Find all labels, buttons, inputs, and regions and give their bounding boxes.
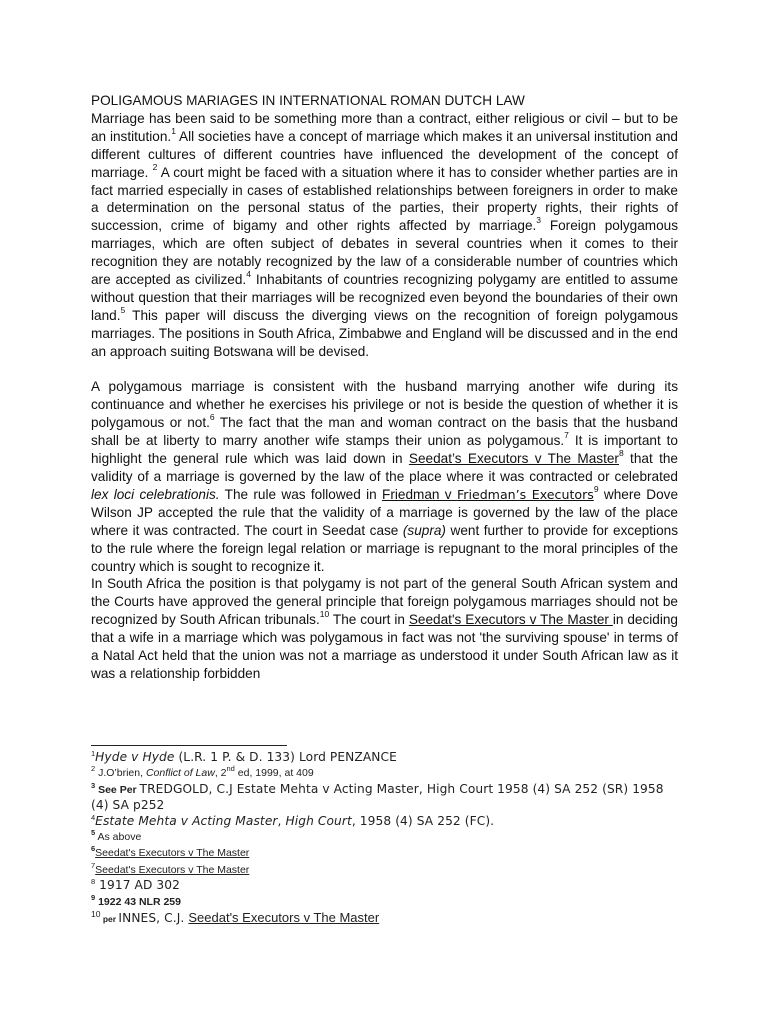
- footnote-number: 6: [91, 844, 96, 854]
- footnotes: [91, 750, 678, 927]
- footnote-case-link[interactable]: Seedat's Executors v The Master: [188, 910, 380, 926]
- footnote-case: Estate Mehta v Acting Master: [95, 813, 278, 828]
- text-span: All societies have a concept of marriage which makes it an universal institution and different cultures of different countries have influenced the development of the concept of marriage.: [91, 128, 678, 180]
- text-span: The fact that the man and woman contract on the basis that the husband shall be at liberty to marry another wife stamps their union as polygamous.: [91, 415, 678, 449]
- text-span: Inhabitants of countries recognizing polygamy are entitled to assume without question that their marriages will be recognized even beyond the boundaries of their own land.: [91, 272, 678, 323]
- footnote-case-link[interactable]: Seedat's Executors v The Master: [95, 863, 250, 876]
- footnote-text: ed, 1999, at 409: [234, 767, 314, 780]
- footnote-text: , 2: [214, 767, 227, 780]
- footnote-ref[interactable]: 5: [120, 304, 126, 315]
- case-link-part: Friedman’s Executors: [456, 486, 594, 502]
- text-span: A polygamous marriage is consistent with the husband marrying another wife during its continuance and whether he exercises his privilege or not is beside the question of whether it is polygamous or not.: [91, 379, 678, 431]
- footnote-10: [91, 910, 678, 927]
- footnote-number: 9: [91, 892, 96, 902]
- text-span: The court in: [329, 612, 409, 628]
- footnote-ref[interactable]: 10: [319, 609, 330, 620]
- italic-term: lex loci celebrationis.: [91, 486, 220, 502]
- footnote-4: [91, 814, 678, 829]
- footnote-text: TREDGOLD, C.J Estate Mehta v Acting Master, High Court 1958 (4) SA 252 (SR) 1958 (4) SA p252: [91, 781, 664, 813]
- footnote-number: 8: [91, 877, 96, 887]
- footnote-text: ,: [277, 813, 286, 828]
- footnote-number: 4: [91, 812, 96, 822]
- document-body: [91, 92, 678, 683]
- footnote-7: [91, 862, 678, 878]
- case-link-seedat[interactable]: Seedat’s Executors v The Master: [408, 451, 619, 467]
- footnote-ref[interactable]: 6: [209, 412, 215, 423]
- footnote-separator: [91, 745, 287, 746]
- text-span: that the validity of a marriage is governed by the law of the place where it was contracted or celebrated: [91, 451, 678, 485]
- footnote-1: [91, 750, 678, 765]
- footnote-ref[interactable]: 1: [171, 125, 176, 136]
- case-link-seedat[interactable]: Seedat's Executors v The Master: [408, 612, 613, 628]
- footnote-text: per: [100, 914, 119, 925]
- text-span: This paper will discuss the diverging views on the recognition of foreign polygamous marriages. The positions in South Africa, Zimbabwe and England will be discussed and in the end an approach suiting Botswana will be devised.: [91, 307, 678, 359]
- case-link-friedman[interactable]: [382, 487, 594, 502]
- text-span: A court might be faced with a situation where it has to consider whether parties are in fact married especially in cases of established relationships between foreigners in order to make a determination on the personal status of the parties, their property rights, their rights of succession, crime of bigamy and other rights affected by marriage.: [91, 164, 678, 234]
- footnote-text: (L.R. 1 P. & D. 133) Lord PENZANCE: [174, 750, 397, 764]
- text-span: It is important to highlight the general rule which was laid down in: [91, 433, 678, 467]
- footnote-number: 10: [91, 909, 101, 920]
- footnote-text: INNES, C.J.: [118, 911, 189, 926]
- case-link-part: Friedman v: [382, 486, 457, 502]
- text-span: In South Africa the position is that polygamy is not part of the general South African system and the Courts have approved the general principle that foreign polygamous marriages should not be recognized by South African tribunals.: [91, 576, 678, 628]
- footnote-number: 2: [91, 764, 96, 774]
- paragraph-introduction: [91, 110, 678, 361]
- footnote-3: [91, 782, 678, 814]
- footnote-6: [91, 845, 678, 861]
- footnote-number: 3: [91, 780, 96, 790]
- text-span: went further to provide for exceptions to the rule where the foreign legal relation or marriage is repugnant to the moral principles of the country which is sought to recognize it.: [91, 522, 678, 574]
- footnote-ref[interactable]: 7: [564, 430, 569, 441]
- text-span: in deciding that a wife in a marriage which was polygamous in fact was not 'the surviving spouse' in terms of a Natal Act held that the union was not a marriage as understood it under South African law as it was a relationship forbidden: [91, 612, 678, 681]
- footnote-case: Hyde v Hyde: [95, 750, 175, 764]
- footnote-text: J.O’brien,: [95, 767, 146, 780]
- footnote-text: See Per: [95, 783, 140, 796]
- footnote-9: [91, 894, 678, 910]
- footnote-text: 1922 43 NLR 259: [95, 895, 181, 908]
- footnote-text: 1917 AD 302: [95, 878, 180, 893]
- footnote-text: , 1958 (4) SA 252 (FC).: [351, 813, 495, 828]
- italic-term: (supra): [402, 522, 446, 538]
- text-span: where Dove Wilson JP accepted the rule that the validity of a marriage is governed by the law of the place where it was contracted. The court in Seedat case: [91, 486, 679, 538]
- paragraph-south-africa: [91, 575, 678, 682]
- footnote-ref[interactable]: 2: [152, 161, 158, 172]
- footnote-ref[interactable]: 8: [618, 448, 624, 459]
- footnote-number: 1: [91, 749, 96, 758]
- text-span: Foreign polygamous marriages, which are often subject of debates in several countries when it comes to their recognition they are notably recognized by the law of a considerable number of countries which are accepted as civilized.: [91, 218, 678, 288]
- footnote-ref[interactable]: 4: [246, 269, 251, 280]
- document-title: POLIGAMOUS MARIAGES IN INTERNATIONAL ROMAN DUTCH LAW: [91, 93, 525, 108]
- footnote-5: [91, 829, 678, 845]
- footnote-ref[interactable]: 3: [536, 215, 542, 226]
- footnote-number: 5: [91, 828, 96, 838]
- footnote-case-link[interactable]: Seedat's Executors v The Master: [95, 847, 250, 860]
- footnote-court: High Court: [285, 813, 352, 828]
- footnote-title: Conflict of Law: [145, 767, 215, 780]
- footnote-text: As above: [95, 831, 142, 844]
- footnote-8: [91, 878, 678, 893]
- footnote-2: [91, 765, 678, 781]
- footnote-ordinal: nd: [226, 764, 235, 774]
- footnote-number: 7: [91, 860, 96, 870]
- paragraph-polygamous-marriage: [91, 378, 678, 575]
- footnote-ref[interactable]: 9: [593, 483, 599, 494]
- text-span: The rule was followed in: [219, 486, 383, 502]
- text-span: Marriage has been said to be something more than a contract, either religious or civil – but to be an institution.: [91, 110, 678, 144]
